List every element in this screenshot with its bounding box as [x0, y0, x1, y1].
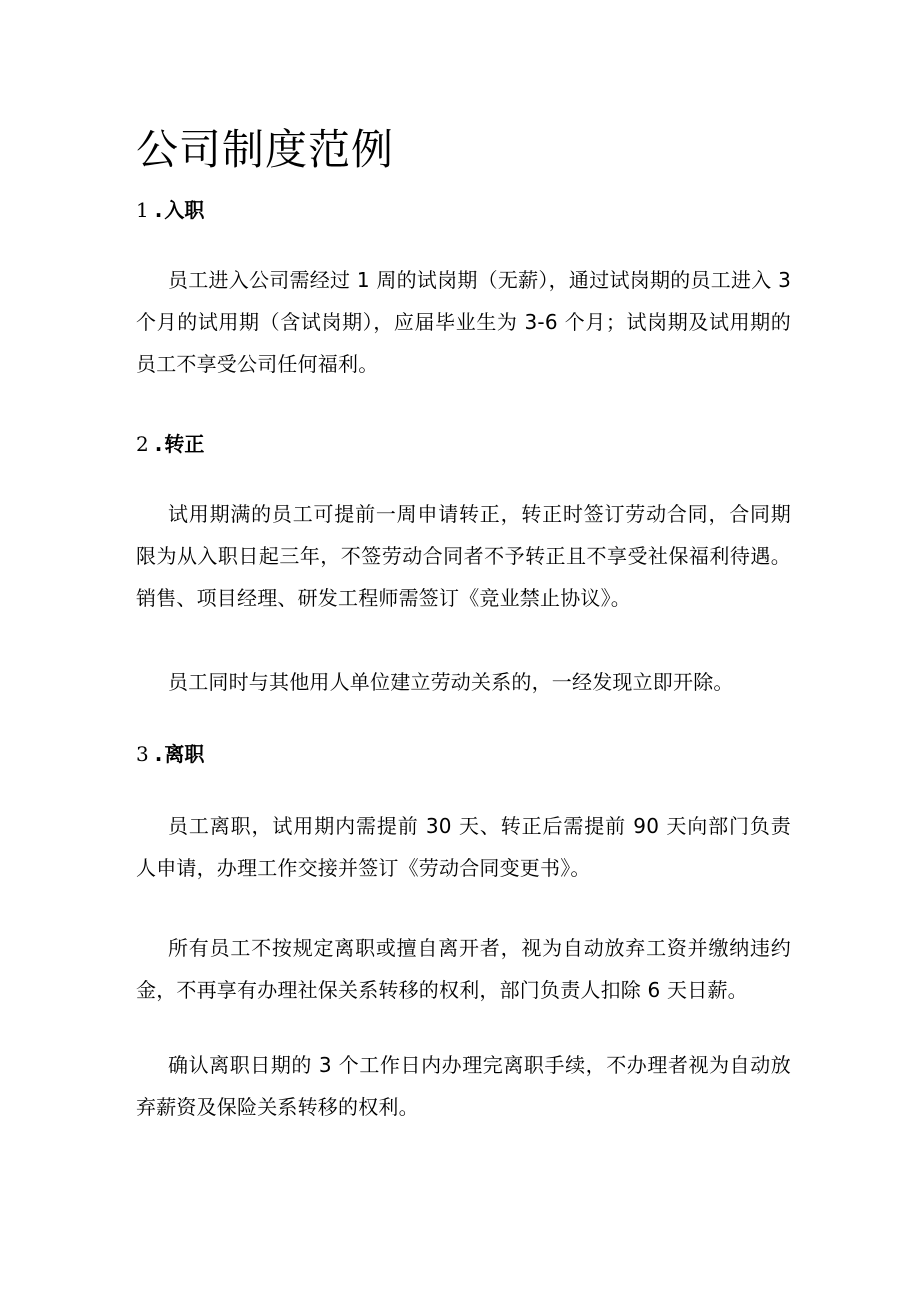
section-heading-label: 转正	[164, 432, 205, 456]
section-dot: .	[154, 432, 163, 456]
section-heading-2	[136, 430, 204, 458]
section-3-paragraph-2: 所有员工不按规定离职或擅自离开者，视为自动放弃工资并缴纳违约金，不再享有办理社保关系转移的权利，部门负责人扣除 6 天日薪。	[136, 936, 791, 1002]
page-title: 公司制度范例	[136, 125, 395, 174]
section-3-paragraph-3: 确认离职日期的 3 个工作日内办理完离职手续，不办理者视为自动放弃薪资及保险关系转移的权利。	[136, 1053, 791, 1119]
section-heading-label: 入职	[164, 198, 205, 222]
section-number: 2	[136, 432, 149, 456]
section-2-paragraph-2: 员工同时与其他用人单位建立劳动关系的，一经发现立即开除。	[168, 670, 734, 694]
section-number: 3	[136, 742, 149, 766]
section-dot: .	[154, 198, 163, 222]
section-3-paragraph-1: 员工离职，试用期内需提前 30 天、转正后需提前 90 天向部门负责人申请，办理工作交接并签订《劳动合同变更书》。	[136, 814, 791, 880]
section-dot: .	[154, 742, 163, 766]
section-1-paragraph-1: 员工进入公司需经过 1 周的试岗期（无薪），通过试岗期的员工进入 3 个月的试用期（含试岗期），应届毕业生为 3-6 个月；试岗期及试用期的员工不享受公司任何福利。	[136, 268, 791, 376]
section-heading-1	[136, 196, 204, 224]
section-heading-label: 离职	[164, 742, 205, 766]
section-number: 1	[136, 198, 149, 222]
section-heading-3	[136, 740, 204, 768]
section-2-paragraph-1: 试用期满的员工可提前一周申请转正，转正时签订劳动合同，合同期限为从入职日起三年，不签劳动合同者不予转正且不享受社保福利待遇。销售、项目经理、研发工程师需签订《竞业禁止协议》。	[136, 502, 791, 610]
